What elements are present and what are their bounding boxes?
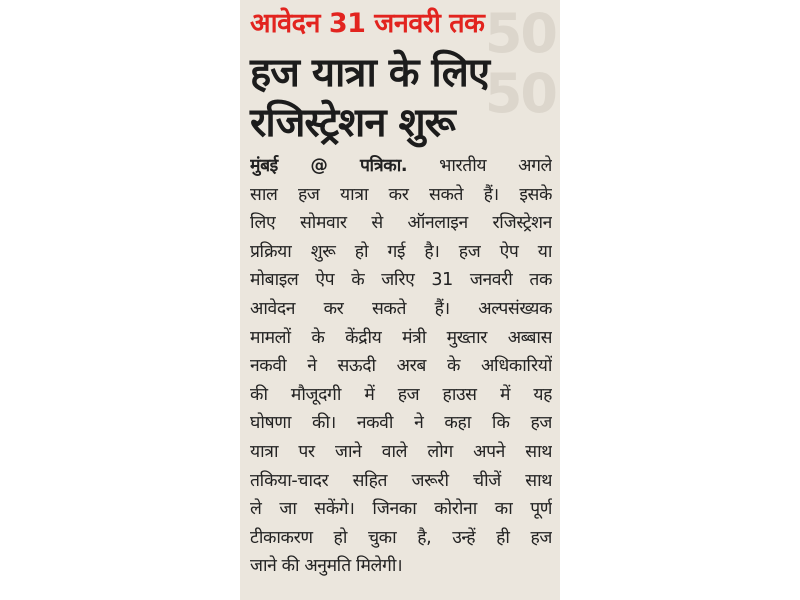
article-line: ले जा सकेंगे। जिनका कोरोना का पूर्ण xyxy=(250,499,552,520)
article-line: लिए सोमवार से ऑनलाइन रजिस्ट्रेशन xyxy=(250,213,552,234)
headline-line-2: रजिस्ट्रेशन शुरू xyxy=(250,100,455,146)
article-line: यात्रा पर जाने वाले लोग अपने साथ xyxy=(250,441,552,462)
article-line: टीकाकरण हो चुका है, उन्हें ही हज xyxy=(250,527,552,548)
article-body xyxy=(250,152,552,581)
dateline: मुंबई @ पत्रिका. xyxy=(250,156,408,176)
article-line: जाने की अनुमति मिलेगी। xyxy=(250,556,403,577)
headline-line-1: हज यात्रा के लिए xyxy=(250,50,490,96)
article-line: मामलों के केंद्रीय मंत्री मुख्तार अब्बास xyxy=(250,327,552,348)
kicker-headline: आवेदन 31 जनवरी तक xyxy=(250,8,485,39)
article-line: आवेदन कर सकते हैं। अल्पसंख्यक xyxy=(250,298,552,319)
article-line: की मौजूदगी में हज हाउस में यह xyxy=(250,384,552,405)
article-line: तकिया-चादर सहित जरूरी चीजें साथ xyxy=(250,470,552,491)
newspaper-clipping xyxy=(240,0,560,600)
article-line: घोषणा की। नकवी ने कहा कि हज xyxy=(250,413,552,434)
main-headline xyxy=(250,48,550,148)
article-line: साल हज यात्रा कर सकते हैं। इसके xyxy=(250,184,552,205)
bleed-through-mark: 50 xyxy=(484,2,556,65)
article-line: प्रक्रिया शुरू हो गई है। हज ऐप या xyxy=(250,241,552,262)
article-text: भारतीय अगले xyxy=(407,156,552,176)
bleed-through-mark: 50 xyxy=(484,62,556,125)
article-line: मोबाइल ऐप के जरिए 31 जनवरी तक xyxy=(250,270,552,291)
article-line: नकवी ने सऊदी अरब के अधिकारियों xyxy=(250,356,552,377)
article-line xyxy=(250,152,552,181)
